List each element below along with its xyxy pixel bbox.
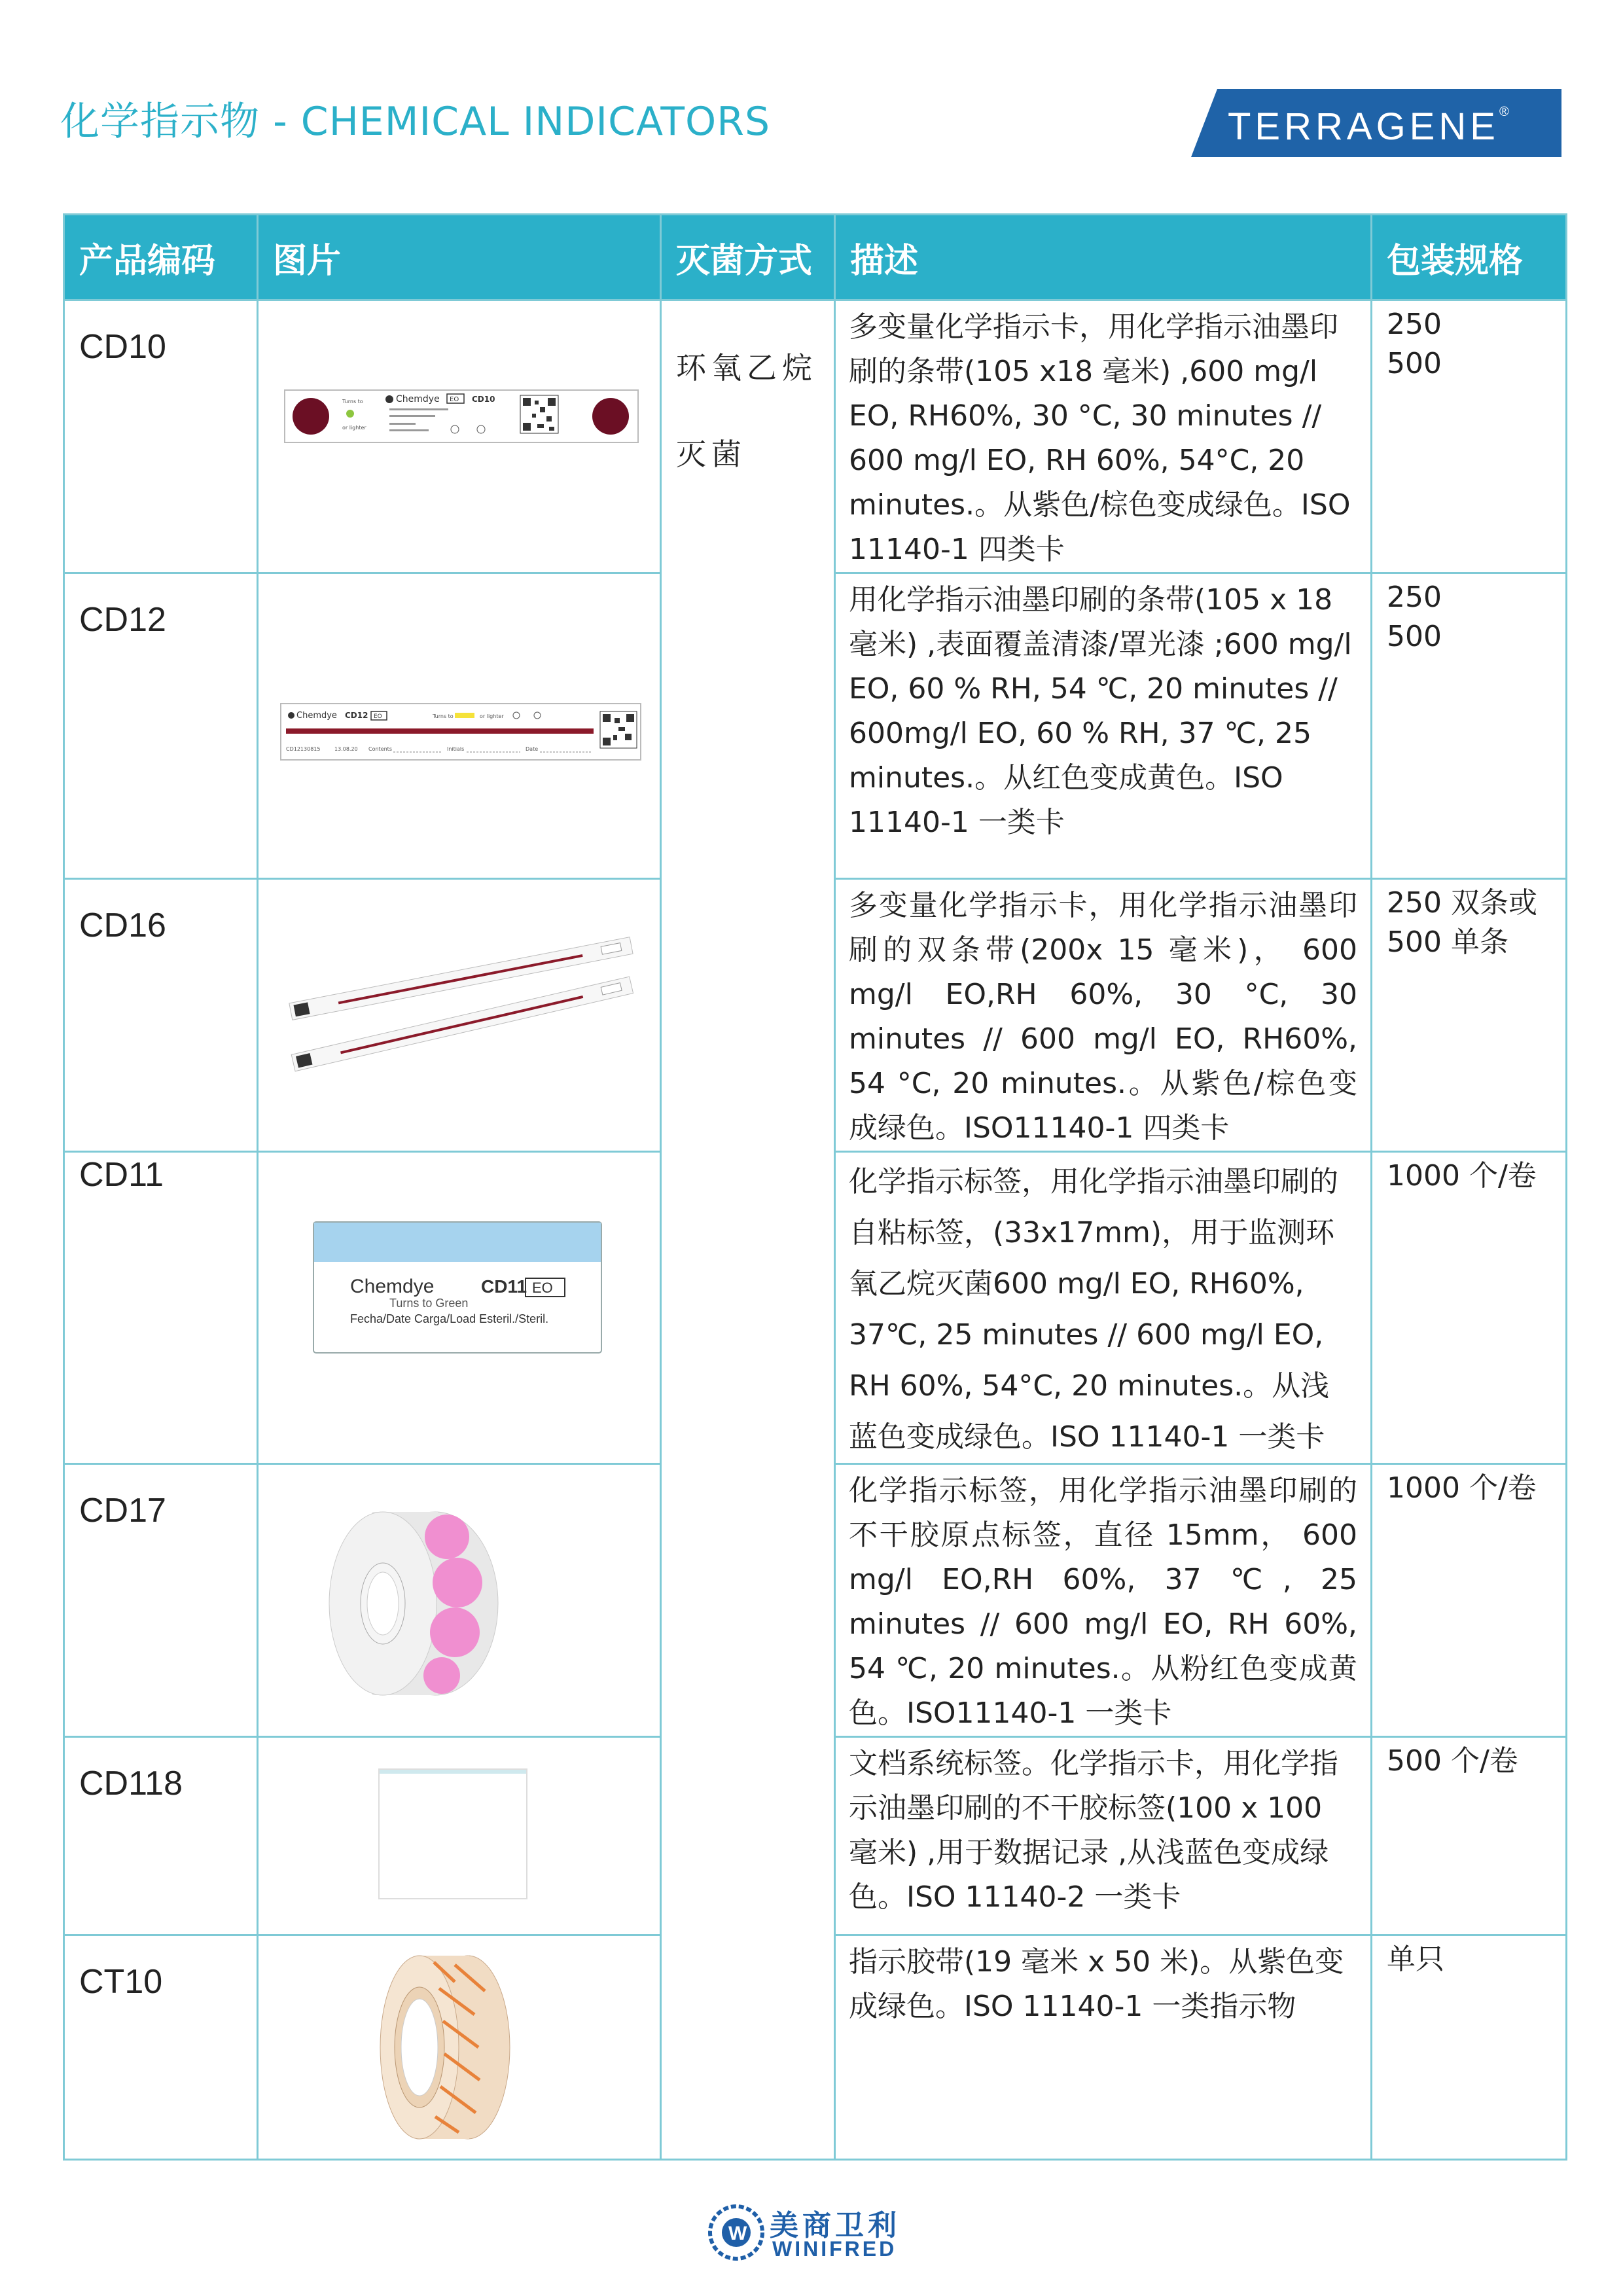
date-label-text: Date [526, 746, 539, 752]
initials-text: Initials [447, 746, 465, 752]
product-packaging: 250 500 [1372, 573, 1567, 879]
code-text: CD10 [472, 395, 495, 404]
winifred-emblem-icon [707, 2203, 766, 2262]
product-packaging: 500 个/卷 [1372, 1737, 1567, 1935]
product-image-cd12 [258, 573, 661, 879]
color-dot-left [293, 398, 329, 435]
product-description: 化学指示标签，用化学指示油墨印刷的自粘标签，(33x17mm)，用于监测环氧乙烷灭菌600 mg/l EO, RH60%, 37℃, 25 minutes // 600 mg/l EO, RH 60%, 54°C, 20 minutes.。从浅蓝色变成绿色。ISO 11140-1 一类卡 [835, 1152, 1372, 1464]
product-packaging: 250 500 [1372, 300, 1567, 573]
yellow-swatch [455, 713, 474, 718]
winifred-logo [707, 2202, 942, 2265]
lot-text: CD12130815 [286, 746, 321, 752]
product-packaging: 1000 个/卷 [1372, 1152, 1567, 1464]
brand-text: Chemdye [350, 1276, 435, 1297]
table-header-row [64, 215, 1567, 300]
lighter-text: or lighter [480, 713, 504, 719]
product-image-ct10 [258, 1935, 661, 2160]
terragene-logo [1191, 89, 1561, 157]
product-description: 多变量化学指示卡，用化学指示油墨印刷的双条带(200x 15 毫米)， 600 mg/l EO,RH 60%, 30 °C, 30 minutes // 600 mg/l EO, RH60%, 54 °C, 20 minutes.。从紫色/棕色变成绿色。ISO11140-1 四类卡 [835, 879, 1372, 1152]
product-description: 指示胶带(19 毫米 x 50 米)。从紫色变成绿色。ISO 11140-1 一类指示物 [835, 1935, 1372, 2160]
product-description: 多变量化学指示卡，用化学指示油墨印刷的条带(105 x18 毫米) ,600 mg/l EO, RH60%, 30 °C, 30 minutes // 600 mg/l EO, RH 60%, 54°C, 20 minutes.。从紫色/棕色变成绿色。ISO 11140-1 四类卡 [835, 300, 1372, 573]
brand-name: TERRAGENE® [1228, 105, 1509, 148]
footer-brand-en: WINIFRED [772, 2237, 897, 2261]
green-swatch [346, 410, 354, 418]
indicator-bar [286, 728, 594, 734]
product-image-cd118 [258, 1737, 661, 1935]
product-packaging: 1000 个/卷 [1372, 1464, 1567, 1737]
brand-text: Chemdye [296, 711, 337, 721]
eo-text: EO [450, 396, 459, 403]
pink-dot [425, 1515, 469, 1559]
product-code: CD10 [64, 300, 258, 573]
color-dot-right [592, 398, 629, 435]
header-image: 图片 [258, 215, 661, 300]
header-description: 描述 [835, 215, 1372, 300]
page-title: 化学指示物 - CHEMICAL INDICATORS [60, 99, 771, 145]
header-code: 产品编码 [64, 215, 258, 300]
product-code: CD118 [64, 1737, 258, 1935]
product-code: CD11 [64, 1152, 258, 1464]
fields-text: Fecha/Date Carga/Load Esteril./Steril. [350, 1312, 549, 1325]
pink-dot [433, 1558, 482, 1607]
product-table [63, 213, 1567, 2161]
turns-to-text: Turns to [342, 399, 363, 404]
product-image-cd10 [258, 300, 661, 573]
brand-text: Chemdye [396, 394, 440, 404]
lighter-text: or lighter [342, 425, 366, 431]
subtitle-text: Turns to Green [389, 1297, 469, 1310]
product-description: 文档系统标签。化学指示卡，用化学指示油墨印刷的不干胶标签(100 x 100 毫米) ,用于数据记录 ,从浅蓝色变成绿色。ISO 11140-2 一类卡 [835, 1737, 1372, 1935]
contents-text: Contents [368, 746, 392, 752]
product-code: CD17 [64, 1464, 258, 1737]
pink-dot [430, 1607, 480, 1657]
product-packaging: 250 双条或 500 单条 [1372, 879, 1567, 1152]
eo-text: EO [532, 1280, 553, 1296]
svg-text:W: W [728, 2223, 747, 2244]
product-description: 化学指示标签，用化学指示油墨印刷的不干胶原点标签，直径 15mm， 600 mg/l EO,RH 60%, 37 ℃, 25 minutes // 600 mg/l EO, RH 60%, 54 ℃, 20 minutes.。从粉红色变成黄色。ISO11140-1 一类卡 [835, 1464, 1372, 1737]
eo-text: EO [374, 713, 382, 720]
header-packaging: 包装规格 [1372, 215, 1567, 300]
product-code: CD16 [64, 879, 258, 1152]
label-top-band [314, 1223, 601, 1262]
sterilization-method: 环氧乙烷灭菌 [661, 300, 835, 2160]
code-text: CD12 [345, 711, 368, 720]
date-text: 13.08.20 [334, 746, 358, 752]
product-code: CD12 [64, 573, 258, 879]
code-text: CD11 [481, 1276, 527, 1297]
table-row [64, 300, 1567, 573]
product-code: CT10 [64, 1935, 258, 2160]
header-method: 灭菌方式 [661, 215, 835, 300]
product-image-cd16 [258, 879, 661, 1152]
product-packaging: 单只 [1372, 1935, 1567, 2160]
product-image-cd11 [258, 1152, 661, 1464]
product-image-cd17 [258, 1464, 661, 1737]
pink-dot [423, 1657, 460, 1694]
footer-brand-cn: 美商卫利 [770, 2209, 901, 2242]
turns-to-text: Turns to [433, 713, 454, 719]
product-description: 用化学指示油墨印刷的条带(105 x 18 毫米) ,表面覆盖清漆/罩光漆 ;600 mg/l EO, 60 % RH, 54 ℃, 20 minutes // 600mg/l EO, 60 % RH, 37 ℃, 25 minutes.。从红色变成黄色。ISO 11140-1 一类卡 [835, 573, 1372, 879]
